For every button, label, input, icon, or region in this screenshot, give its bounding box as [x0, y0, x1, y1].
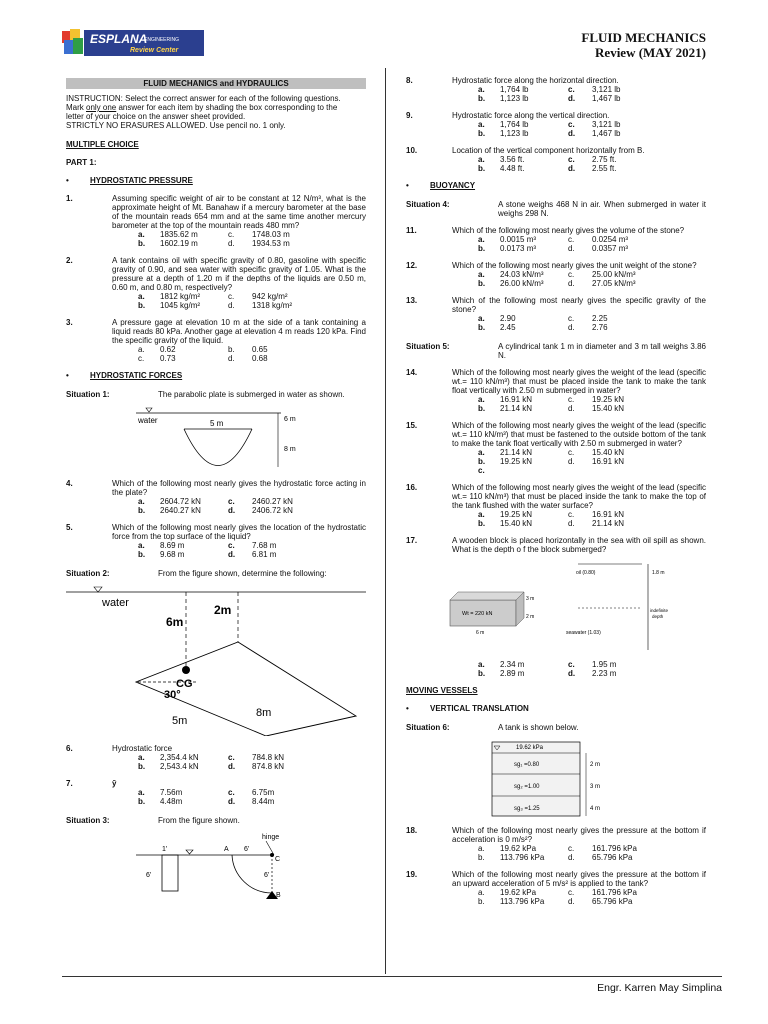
svg-text:sg₁ =0.80: sg₁ =0.80: [514, 762, 540, 768]
svg-text:C: C: [275, 856, 281, 863]
left-column: [66, 78, 366, 907]
title: FLUID MECHANICS: [581, 30, 706, 45]
svg-text:sg₃ =1.25: sg₃ =1.25: [514, 806, 540, 812]
logo-graphic: [60, 26, 210, 60]
svg-text:CG: CG: [176, 678, 193, 690]
situation-4: Situation 4: A stone weighs 468 N in air. When submerged in water it weighs 298 N.: [406, 200, 706, 218]
question-5: 5. Which of the following most nearly gives the location of the hydrostatic force from the top surface of the liquid? a. 8.69 m c. 7.68 m b. 9.68 m d. 6.81 m: [66, 523, 366, 559]
question-2: 2. A tank contains oil with specific gravity of 0.80, gasoline with specific gravity of 0.90, and sea water with specific gravity of 1.05. What is the pressure at a depth of 1.20 m if the depths of the liquids are 0.50 m, 0.60 m, and 0.80 m, respectively? a. 1812 kg/m² c. 942 kg/m² b. 1045 kg/m² d. 1318 kg/m²: [66, 256, 366, 310]
topic-heading: • HYDROSTATIC PRESSURE: [66, 176, 193, 185]
question-12: 12. Which of the following most nearly gives the unit weight of the stone? a. 24.03 kN/m³ c. 25.00 kN/m³ b. 26.00 kN/m³ d. 27.05 kN/m³: [406, 261, 706, 288]
question-19: 19. Which of the following most nearly gives the pressure at the bottom if an upward acceleration of 5 m/s² is applied to the tank? a. 19.62 kPa c. 161.796 kPa b. 113.796 kPa d. 65.796 kPa: [406, 870, 706, 906]
floating-block-figure: [406, 558, 706, 660]
footer-rule: [62, 976, 722, 977]
answer-options: a. 24.03 kN/m³ c. 25.00 kN/m³ b. 26.00 kN/m³ d. 27.05 kN/m³: [478, 270, 636, 288]
answer-options: a. 2.90 c. 2.25 b. 2.45 d. 2.76: [478, 314, 608, 332]
answer-options: a. 19.62 kPa c. 161.796 kPa b. 113.796 kPa d. 65.796 kPa: [478, 888, 637, 906]
question-3: 3. A pressure gage at elevation 10 m at the side of a tank containing a liquid reads 80 kPa. Another gage at elevation 4 m reads 120 kPa. Find the specific gravity of the liquid. a. 0.62 b. 0.65 c. 0.73 d. 0.68: [66, 318, 366, 363]
answer-options: a. 1,764 lb c. 3,121 lb b. 1,123 lb d. 1,467 lb: [478, 85, 621, 103]
answer-options: a. 21.14 kN c. 15.40 kN b. 19.25 kN d. 16.91 kN c.: [478, 448, 625, 475]
svg-text:6 m: 6 m: [476, 630, 485, 636]
multiple-choice-heading: MULTIPLE CHOICE: [66, 140, 139, 149]
question-16: 16. Which of the following most nearly gives the weight of the lead (specific wt.= 110 kN/m³) that must be placed inside the tank to make the top of the tank flushed with the water surface? a. 19.25 kN c. 16.91 kN b. 15.40 kN d. 21.14 kN: [406, 483, 706, 528]
answer-options: a. 3.56 ft. c. 2.75 ft. b. 4.48 ft. d. 2.55 ft.: [478, 155, 617, 173]
gate-figure: [66, 833, 366, 901]
svg-text:hinge: hinge: [262, 834, 280, 841]
question-18: 18. Which of the following most nearly gives the pressure at the bottom if acceleration is 0 m/s²? a. 19.62 kPa c. 161.796 kPa b. 113.796 kPa d. 65.796 kPa: [406, 826, 706, 862]
answer-options: a. 1,764 lb c. 3,121 lb b. 1,123 lb d. 1,467 lb: [478, 120, 621, 138]
svg-text:5m: 5m: [172, 715, 188, 727]
answer-options: a. 2.34 m c. 1.95 m b. 2.89 m d. 2.23 m: [478, 660, 617, 678]
question-10: 10. Location of the vertical component horizontally from B. a. 3.56 ft. c. 2.75 ft. b. 4.48 ft. d. 2.55 ft.: [406, 146, 706, 173]
svg-text:water: water: [102, 597, 129, 609]
section-bar: FLUID MECHANICS and HYDRAULICS: [66, 78, 366, 89]
svg-text:3 m: 3 m: [526, 596, 535, 602]
answer-options: a. 1812 kg/m² c. 942 kg/m² b. 1045 kg/m² d. 1318 kg/m²: [138, 292, 293, 310]
column-divider: [385, 68, 386, 974]
svg-text:6m: 6m: [166, 615, 184, 629]
subtitle: Review (MAY 2021): [595, 45, 706, 60]
question-15: 15. Which of the following most nearly gives the weight of the lead (specific wt.= 110 kN/m³) that must be fastened to the outside bottom of the tank to make the tank float vertically with 2.50 m submerged in water? a. 21.14 kN c. 15.40 kN b. 19.25 kN d. 16.91 kN c.: [406, 421, 706, 475]
topic-heading: • BUOYANCY: [406, 181, 476, 190]
layered-tank-figure: [406, 740, 706, 820]
question-8: 8. Hydrostatic force along the horizontal direction. a. 1,764 lb c. 3,121 lb b. 1,123 lb d. 1,467 lb: [406, 76, 706, 103]
svg-text:Review Center: Review Center: [130, 47, 179, 54]
topic-heading: • VERTICAL TRANSLATION: [406, 704, 529, 713]
svg-text:1.8 m: 1.8 m: [652, 570, 665, 576]
answer-options: a. 2,354.4 kN c. 784.8 kN b. 2,543.4 kN d. 874.8 kN: [138, 753, 285, 771]
document-title: [520, 30, 706, 60]
svg-text:4 m: 4 m: [590, 806, 601, 812]
svg-text:5 m: 5 m: [210, 419, 224, 428]
part-heading: PART 1:: [66, 158, 97, 167]
instructions: INSTRUCTION: Select the correct answer for each of the following questions. Mark only one answer for each item by shading the box corresponding to the letter of your choice on the answer sheet provided. STRICTLY NO ERASURES ALLOWED. Use pencil no. 1 only.: [66, 94, 341, 130]
author-footer: Engr. Karren May Simplina: [597, 982, 722, 994]
situation-1: Situation 1: The parabolic plate is submerged in water as shown.: [66, 390, 345, 399]
svg-text:2 m: 2 m: [526, 614, 535, 620]
question-14: 14. Which of the following most nearly gives the weight of the lead (specific wt.= 110 kN/m³) that must be placed inside the tank to make the tank float vertically with 2.50 m submerged in water? a. 16.91 kN c. 19.25 kN b. 21.14 kN d. 15.40 kN: [406, 368, 706, 413]
inclined-plate-figure: [66, 586, 366, 738]
question-6: 6. Hydrostatic force a. 2,354.4 kN c. 784.8 kN b. 2,543.4 kN d. 874.8 kN: [66, 744, 366, 771]
svg-text:2m: 2m: [214, 603, 232, 617]
question-1: 1. Assuming specific weight of air to be constant at 12 N/m³, what is the approximate height of Mt. Banahaw if a mercury barometer at the base of the mountain reads 654 mm and at the same time another mercury barometer at the top of the mountain reads 480 mm? a. 1835.62 m c. 1748.03 m b. 1602.19 m d. 1934.53 m: [66, 194, 366, 248]
answer-options: a. 19.62 kPa c. 161.796 kPa b. 113.796 kPa d. 65.796 kPa: [478, 844, 637, 862]
svg-text:6': 6': [146, 872, 152, 879]
svg-text:sg₂ =1.00: sg₂ =1.00: [514, 784, 540, 790]
svg-text:2 m: 2 m: [590, 762, 601, 768]
svg-text:6': 6': [264, 872, 270, 879]
svg-text:oil (0.80): oil (0.80): [576, 570, 596, 576]
answer-options: a. 7.56m c. 6.75m b. 4.48m d. 8.44m: [138, 788, 275, 806]
svg-text:A: A: [224, 846, 229, 853]
situation-6: Situation 6: A tank is shown below.: [406, 723, 579, 732]
situation-3: Situation 3: From the figure shown.: [66, 816, 240, 825]
answer-options: a. 2604.72 kN c. 2460.27 kN b. 2640.27 kN d. 2406.72 kN: [138, 497, 293, 515]
answer-options: a. 0.0015 m³ c. 0.0254 m³ b. 0.0173 m³ d. 0.0357 m³: [478, 235, 629, 253]
situation-5: Situation 5: A cylindrical tank 1 m in diameter and 3 m tall weighs 3.86 N.: [406, 342, 706, 360]
topic-heading: • HYDROSTATIC FORCES: [66, 371, 183, 380]
svg-text:8m: 8m: [256, 707, 272, 719]
answer-options: a. 8.69 m c. 7.68 m b. 9.68 m d. 6.81 m: [138, 541, 277, 559]
svg-text:Wt = 220 kN: Wt = 220 kN: [462, 611, 493, 617]
question-7: 7. ȳ a. 7.56m c. 6.75m b. 4.48m d. 8.44m: [66, 779, 366, 806]
answer-options: a. 0.62 b. 0.65 c. 0.73 d. 0.68: [138, 345, 268, 363]
question-17: 17. A wooden block is placed horizontally in the sea with oil spill as shown. What is the depth o f the block submerged?: [406, 536, 706, 554]
svg-text:water: water: [138, 416, 158, 425]
svg-text:B: B: [276, 892, 281, 899]
svg-text:19.62 kPa: 19.62 kPa: [516, 745, 544, 751]
answer-options: a. 19.25 kN c. 16.91 kN b. 15.40 kN d. 21.14 kN: [478, 510, 625, 528]
svg-text:ENGINEERING: ENGINEERING: [144, 37, 180, 43]
question-11: 11. Which of the following most nearly gives the volume of the stone? a. 0.0015 m³ c. 0.0254 m³ b. 0.0173 m³ d. 0.0357 m³: [406, 226, 706, 253]
parabolic-plate-figure: [66, 407, 366, 473]
esplana-logo: [60, 26, 210, 60]
question-9: 9. Hydrostatic force along the vertical direction. a. 1,764 lb c. 3,121 lb b. 1,123 lb d. 1,467 lb: [406, 111, 706, 138]
svg-text:seawater (1.03): seawater (1.03): [566, 630, 601, 636]
situation-2: Situation 2: From the figure shown, determine the following:: [66, 569, 327, 578]
svg-text:depth: depth: [652, 614, 664, 619]
svg-text:indefinite: indefinite: [650, 608, 669, 613]
answer-options: a. 1835.62 m c. 1748.03 m b. 1602.19 m d. 1934.53 m: [138, 230, 290, 248]
answer-options: a. 16.91 kN c. 19.25 kN b. 21.14 kN d. 15.40 kN: [478, 395, 625, 413]
question-4: 4. Which of the following most nearly gives the hydrostatic force acting in the plate? a. 2604.72 kN c. 2460.27 kN b. 2640.27 kN d. 2406.72 kN: [66, 479, 366, 515]
svg-text:6 m: 6 m: [284, 416, 296, 423]
moving-vessels-heading: MOVING VESSELS: [406, 686, 478, 695]
question-13: 13. Which of the following most nearly gives the specific gravity of the stone? a. 2.90 c. 2.25 b. 2.45 d. 2.76: [406, 296, 706, 332]
svg-text:1': 1': [162, 846, 168, 853]
right-column: [406, 76, 706, 914]
svg-text:6': 6': [244, 846, 250, 853]
svg-text:8 m: 8 m: [284, 446, 296, 453]
svg-text:3 m: 3 m: [590, 784, 601, 790]
svg-text:30°: 30°: [164, 689, 181, 701]
svg-text:ESPLANA: ESPLANA: [90, 32, 148, 46]
question-17-options: [406, 660, 706, 678]
